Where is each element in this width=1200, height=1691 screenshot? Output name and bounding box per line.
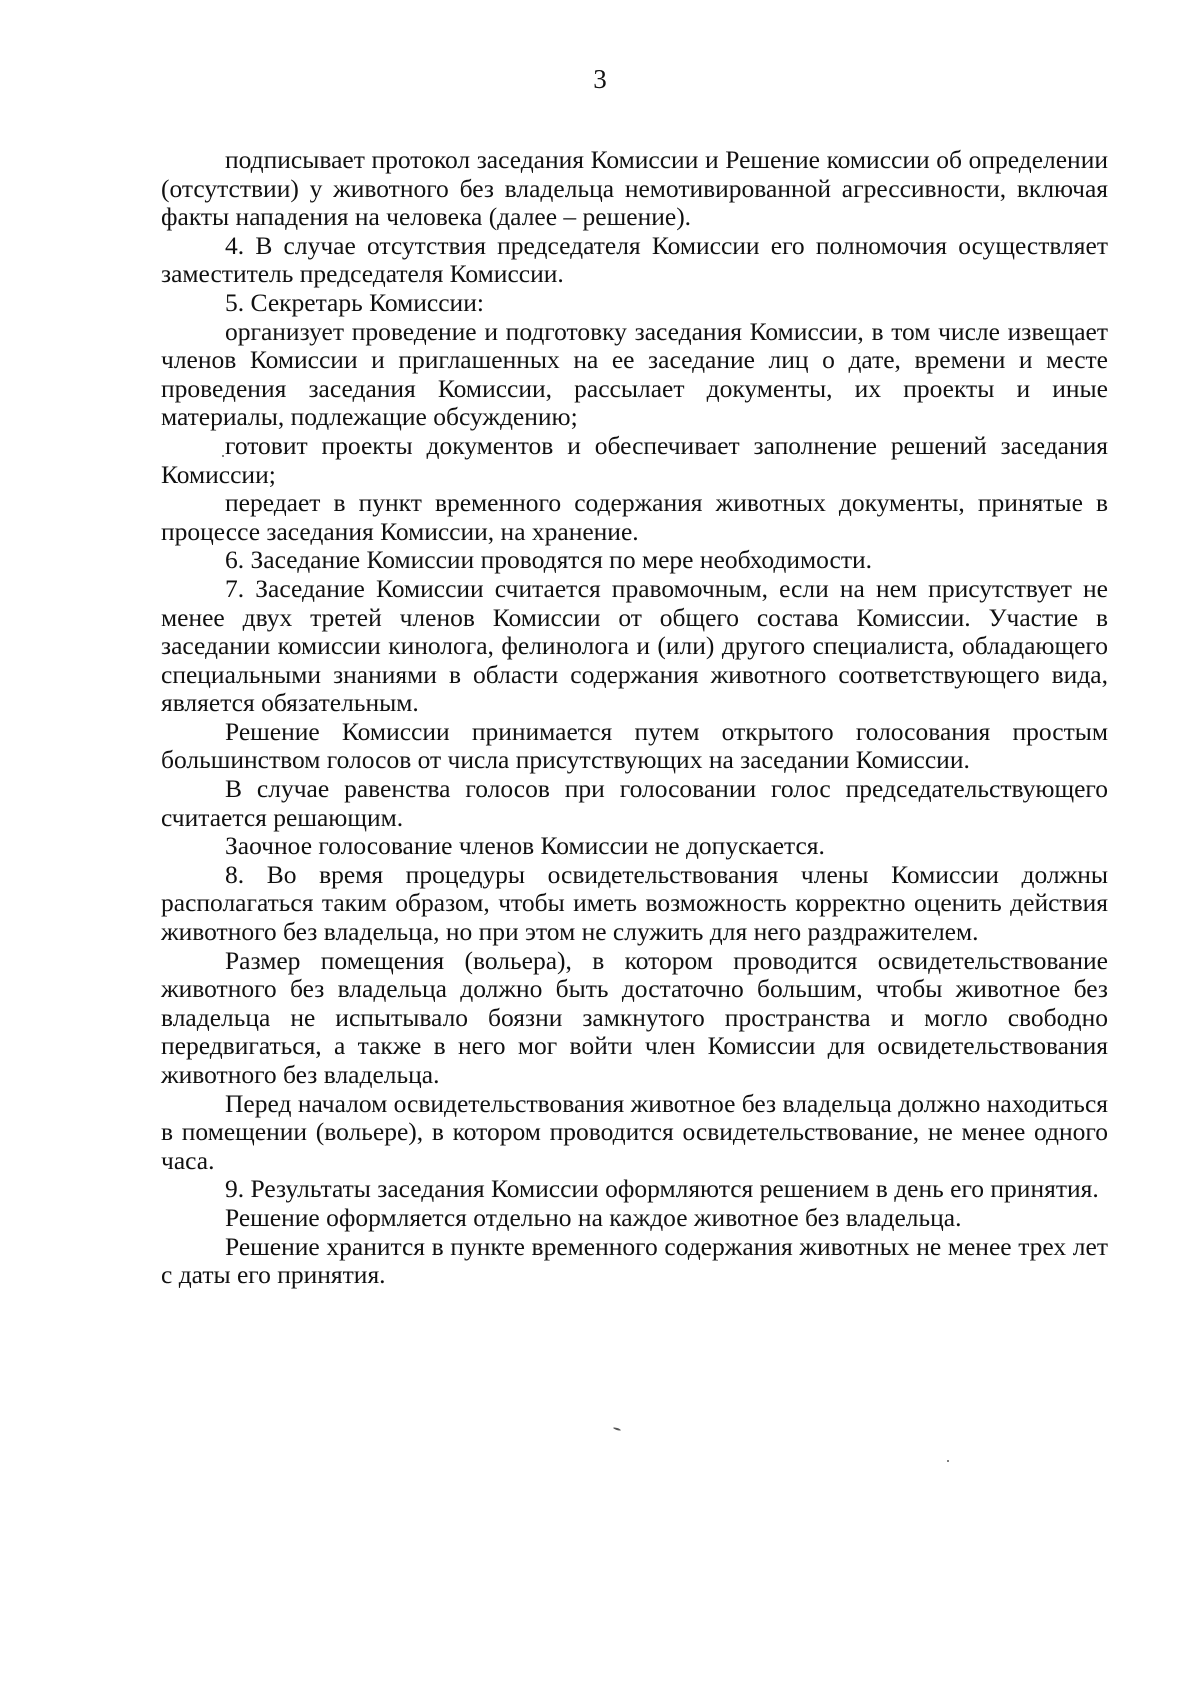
paragraph: Решение хранится в пункте временного содержания животных не менее трех лет с даты его принятия. <box>161 1231 1108 1290</box>
paragraph: Заочное голосование членов Комиссии не допускается. <box>225 831 825 861</box>
paragraph: Решение Комиссии принимается путем открытого голосования простым большинством голосов от числа присутствующих на заседании Комиссии. <box>161 716 1108 775</box>
scan-speck <box>613 1427 621 1431</box>
paragraph: готовит проекты документов и обеспечивает заполнение решений заседания Комиссии; <box>161 430 1108 489</box>
paragraph: Перед началом освидетельствования животное без владельца должно находиться в помещении (вольере), в котором проводится освидетельствование, не менее одного часа. <box>161 1088 1108 1175</box>
page-number: 3 <box>593 64 607 94</box>
scan-speck <box>222 455 224 457</box>
scan-speck <box>947 1460 949 1462</box>
document-body <box>161 146 1108 1290</box>
paragraph: организует проведение и подготовку заседания Комиссии, в том числе извещает членов Комиссии и приглашенных на ее заседание лиц о дате, времени и месте проведения заседания Комиссии, рассылает документы, их проекты и иные материалы, подлежащие обсуждению; <box>161 316 1108 432</box>
paragraph: 4. В случае отсутствия председателя Комиссии его полномочия осуществляет заместитель председателя Комиссии. <box>161 230 1108 289</box>
paragraph: подписывает протокол заседания Комиссии и Решение комиссии об определении (отсутствии) у животного без владельца немотивированной агрессивности, включая факты нападения на человека (далее – решение). <box>161 145 1108 232</box>
paragraph: Размер помещения (вольера), в котором проводится освидетельствование животного без владельца должно быть достаточно большим, чтобы животное без владельца не испытывало боязни замкнутого пространства и могло свободно передвигаться, а также в него мог войти член Комиссии для освидетельствования животного без владельца. <box>161 945 1108 1089</box>
paragraph: Решение оформляется отдельно на каждое животное без владельца. <box>225 1202 962 1232</box>
paragraph: 6. Заседание Комиссии проводятся по мере необходимости. <box>225 545 872 575</box>
paragraph: В случае равенства голосов при голосовании голос председательствующего считается решающим. <box>161 774 1108 832</box>
paragraph: 7. Заседание Комиссии считается правомочным, если на нем присутствует не менее двух третей членов Комиссии от общего состава Комиссии. Участие в заседании комиссии кинолога, фелинолога и (или) другого специалиста, обладающего специальными знаниями в области содержания животного соответствующего вида, является обязательным. <box>161 573 1108 718</box>
paragraph: передает в пункт временного содержания животных документы, принятые в процессе заседания Комиссии, на хранение. <box>161 488 1108 546</box>
paragraph: 5. Секретарь Комиссии: <box>225 287 484 317</box>
paragraph: 9. Результаты заседания Комиссии оформляются решением в день его принятия. <box>225 1174 1099 1204</box>
paragraph: 8. Во время процедуры освидетельствования члены Комиссии должны располагаться таким образом, чтобы иметь возможность корректно оценить действия животного без владельца, но при этом не служить для него раздражителем. <box>161 859 1108 947</box>
